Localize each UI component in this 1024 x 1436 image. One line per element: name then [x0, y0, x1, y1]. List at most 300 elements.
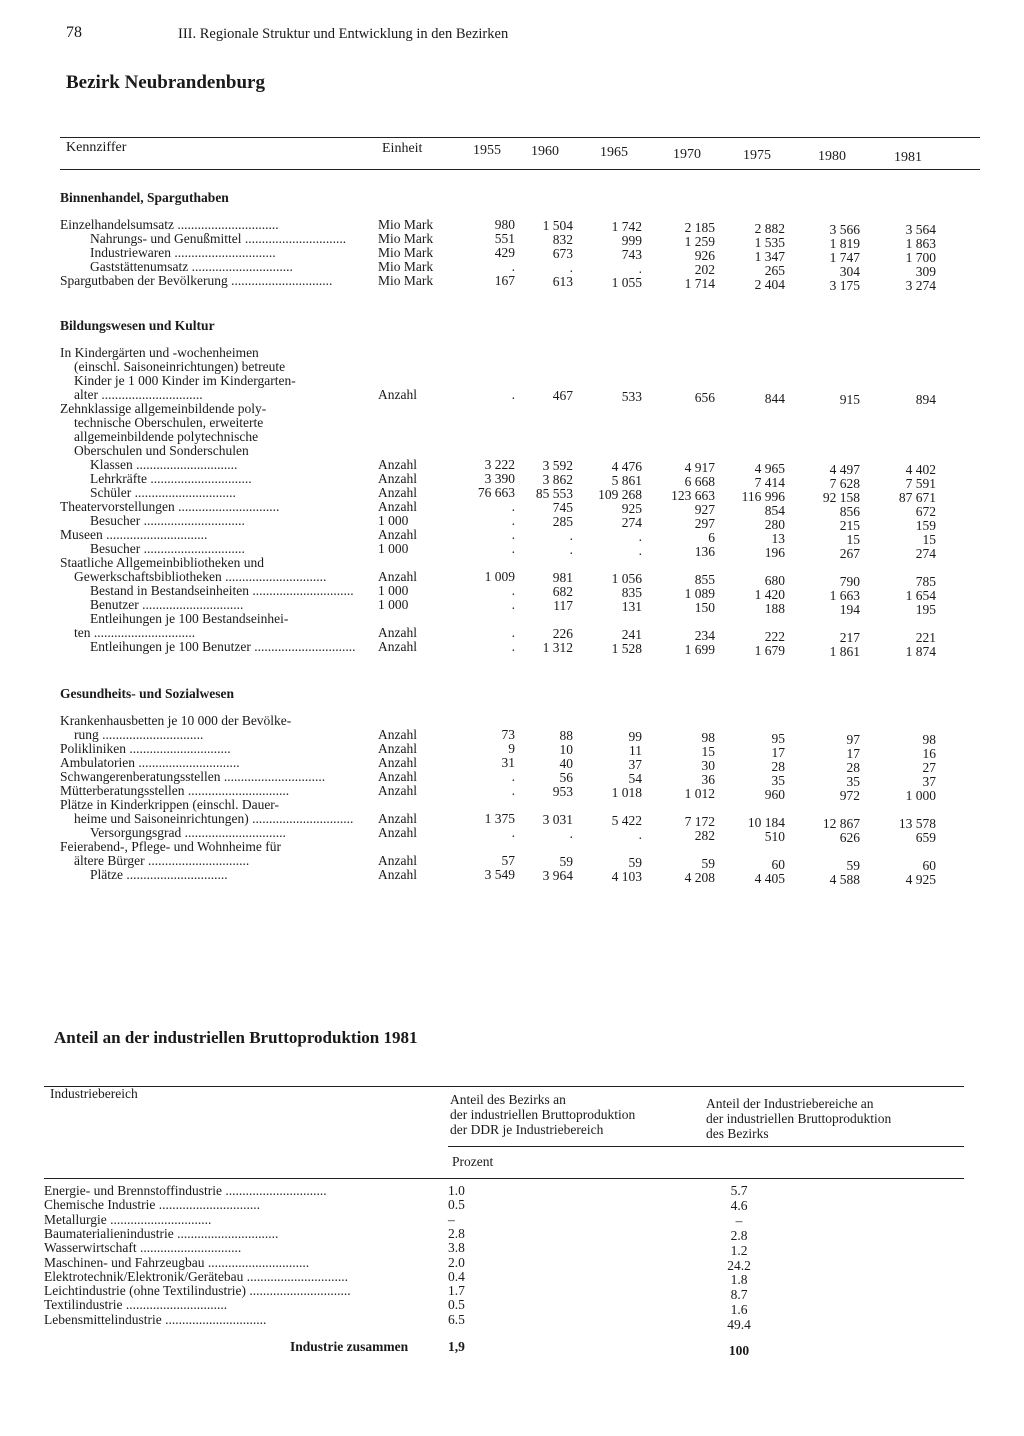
- table-cell: .: [638, 542, 642, 558]
- row-label: ältere Bürger .....: [74, 854, 249, 868]
- table-cell: 98: [701, 729, 715, 745]
- table-row: [60, 727, 980, 748]
- row-label: Besucher .....: [90, 542, 245, 556]
- table-cell: 0.4: [448, 1268, 465, 1284]
- table-cell: 1 700: [905, 250, 936, 266]
- table-cell: 1.2: [730, 1242, 748, 1258]
- table-row: [60, 273, 980, 294]
- col-header-einheit: Einheit: [382, 141, 423, 156]
- table-cell: 1 018: [611, 784, 642, 800]
- table-cell: 234: [694, 627, 715, 643]
- row-label: Energie- und Brennstoffindustrie .....: [44, 1184, 327, 1198]
- table-cell: 429: [494, 245, 515, 260]
- table-cell: 1 699: [684, 641, 715, 657]
- table-row: [60, 402, 980, 416]
- row-unit: Anzahl: [378, 457, 417, 472]
- table-row: [60, 755, 980, 776]
- table-cell: 3 564: [905, 222, 936, 238]
- table-cell: 37: [922, 774, 936, 790]
- table-cell: .: [511, 541, 515, 556]
- row-label: Schwangerenberatungsstellen .....: [60, 770, 325, 784]
- row-label: Lebensmittelindustrie .....: [44, 1313, 266, 1327]
- col-header-line: des Bezirks: [706, 1126, 769, 1141]
- table-cell: 1 504: [542, 217, 573, 233]
- row-label: Schüler .....: [90, 486, 236, 500]
- table-row: [60, 430, 980, 444]
- row-unit: Anzahl: [378, 811, 417, 826]
- table-cell: .: [638, 260, 642, 276]
- table-cell: 1.6: [730, 1302, 748, 1318]
- table-cell: 131: [621, 598, 642, 614]
- table-cell: 926: [694, 247, 715, 263]
- table-cell: 1.0: [448, 1183, 465, 1198]
- table-cell: 7 172: [684, 813, 715, 829]
- table-cell: 35: [771, 772, 785, 788]
- table-cell: 2 404: [754, 276, 785, 292]
- table-row: [60, 569, 980, 590]
- row-unit: Anzahl: [378, 471, 417, 486]
- table-cell: –: [448, 1211, 455, 1227]
- table-cell: 31: [501, 755, 515, 770]
- table-cell: 202: [694, 261, 715, 277]
- row-unit: Anzahl: [378, 783, 417, 798]
- table-cell: 1 089: [684, 585, 715, 601]
- table-cell: .: [569, 527, 573, 543]
- row-unit: Mio Mark: [378, 217, 434, 232]
- table-cell: 195: [915, 602, 936, 618]
- table-cell: 785: [915, 574, 936, 590]
- row-label: Textilindustrie .....: [44, 1298, 227, 1312]
- table-cell: 13: [771, 530, 785, 546]
- table-cell: 1 259: [684, 233, 715, 249]
- table-cell: .: [511, 387, 515, 402]
- table-cell: 3 862: [542, 471, 573, 487]
- table-row: [60, 798, 980, 812]
- table-row: [60, 217, 980, 238]
- col-header-year: 1960: [531, 144, 559, 160]
- table-cell: 980: [494, 217, 515, 232]
- row-unit: 1 000: [378, 583, 409, 598]
- table-cell: 285: [552, 513, 573, 529]
- table-cell: 15: [701, 743, 715, 759]
- table-cell: 4 405: [754, 870, 785, 886]
- table-cell: 304: [839, 263, 860, 279]
- table-cell: 28: [771, 758, 785, 774]
- table-cell: 274: [915, 546, 936, 562]
- table-cell: .: [511, 769, 515, 784]
- table-cell: 1 742: [611, 218, 642, 234]
- table-row: [44, 1283, 964, 1303]
- page-number: 78: [66, 24, 82, 41]
- table-row: [44, 1198, 964, 1212]
- table-cell: 222: [764, 628, 785, 644]
- table-cell: .: [511, 513, 515, 528]
- table-cell: 280: [764, 516, 785, 532]
- table-cell: 15: [846, 531, 860, 547]
- table-cell: .: [511, 527, 515, 542]
- row-label: Wasserwirtschaft .....: [44, 1241, 241, 1255]
- table-cell: 1 420: [754, 586, 785, 602]
- table-cell: 282: [694, 827, 715, 843]
- row-label: Baumaterialienindustrie .....: [44, 1227, 278, 1241]
- col-header-year: 1980: [818, 149, 846, 164]
- row-label: Klassen .....: [90, 458, 237, 472]
- table-cell: 4 497: [829, 461, 860, 477]
- table-cell: 117: [553, 597, 573, 613]
- table-cell: 790: [839, 573, 860, 589]
- table-cell: 1 535: [754, 234, 785, 250]
- table-cell: 3 566: [829, 221, 860, 237]
- table-cell: 832: [552, 231, 573, 247]
- table-cell: 467: [552, 387, 573, 403]
- row-label: technische Oberschulen, erweiterte: [74, 416, 264, 430]
- table-row: [60, 231, 980, 252]
- table-cell: .: [638, 528, 642, 544]
- table-cell: 4.6: [730, 1197, 748, 1213]
- table-cell: 1 012: [684, 785, 715, 801]
- table-cell: 36: [701, 771, 715, 787]
- row-label: Industriewaren .....: [90, 246, 276, 260]
- table-cell: 656: [694, 389, 715, 405]
- row-label: Spargutbaben der Bevölkerung .....: [60, 274, 332, 288]
- row-label: Einzelhandelsumsatz .....: [60, 218, 279, 232]
- table-cell: 167: [494, 273, 515, 288]
- row-label: Feierabend-, Pflege- und Wohnheime für: [60, 840, 281, 854]
- table-cell: 1 009: [484, 569, 515, 584]
- table-cell: 54: [628, 770, 642, 786]
- table-cell: 73: [501, 727, 515, 742]
- table-cell: 3 592: [542, 457, 573, 473]
- table-cell: 672: [915, 504, 936, 520]
- row-unit: 1 000: [378, 513, 409, 528]
- table-cell: 87 671: [898, 490, 936, 506]
- table-row: [60, 867, 980, 888]
- table-cell: 7 414: [754, 474, 785, 490]
- table-cell: 85 553: [535, 485, 573, 501]
- table-cell: 109 268: [598, 486, 642, 502]
- table-cell: 123 663: [671, 487, 715, 503]
- total-value-industrie: 100: [728, 1343, 750, 1358]
- row-label: Oberschulen und Sonderschulen: [74, 444, 249, 458]
- table-row: [60, 360, 980, 374]
- table-cell: 4 402: [905, 462, 936, 478]
- table-cell: 194: [839, 601, 860, 617]
- table-cell: 4 103: [611, 868, 642, 884]
- table-cell: 17: [846, 745, 860, 761]
- table-cell: 659: [915, 830, 936, 846]
- table-cell: 1.8: [730, 1272, 748, 1288]
- table-cell: 3 031: [542, 811, 573, 827]
- table-cell: 16: [922, 746, 936, 762]
- table-cell: 1 654: [905, 588, 936, 604]
- row-label: allgemeinbildende polytechnische: [74, 430, 259, 444]
- table-cell: 6.5: [448, 1311, 465, 1327]
- table-cell: 30: [701, 757, 715, 773]
- table-cell: 844: [764, 390, 785, 406]
- table-cell: 4 208: [684, 869, 715, 885]
- row-label: Entleihungen je 100 Benutzer .....: [90, 640, 355, 654]
- table-row: [60, 499, 980, 520]
- table-cell: 981: [552, 569, 573, 585]
- table-cell: 927: [694, 501, 715, 517]
- col-header-unit: Prozent: [452, 1154, 494, 1169]
- row-label: Krankenhausbetten je 10 000 der Bevölke-: [60, 714, 292, 728]
- row-label: Plätze in Kinderkrippen (einschl. Dauer-: [60, 798, 280, 812]
- table-cell: 1 663: [829, 587, 860, 603]
- table-cell: .: [569, 541, 573, 557]
- table-row: [60, 625, 980, 646]
- table-cell: 8.7: [730, 1287, 748, 1303]
- table-cell: 13 578: [898, 816, 936, 832]
- table-cell: 11: [629, 742, 642, 758]
- table-row: [60, 840, 980, 854]
- table-row: [60, 471, 980, 492]
- col-header-anteil-bezirk: [450, 1092, 635, 1137]
- table-row: [60, 714, 980, 728]
- table-cell: 7 591: [905, 476, 936, 492]
- table-cell: 196: [764, 544, 785, 560]
- total-row: [44, 1339, 964, 1358]
- table-cell: 2.0: [448, 1254, 465, 1270]
- table-row: [60, 527, 980, 548]
- row-unit: Anzahl: [378, 569, 417, 584]
- table-row: [60, 444, 980, 458]
- row-unit: Mio Mark: [378, 273, 434, 288]
- table-row: [44, 1268, 964, 1288]
- row-label: Benutzer .....: [90, 598, 243, 612]
- table-cell: 15: [922, 532, 936, 548]
- table-row: [60, 513, 980, 534]
- table-cell: 59: [628, 854, 642, 870]
- col-header-line: Anteil der Industriebereiche an: [706, 1096, 874, 1111]
- col-header-year: 1975: [743, 147, 771, 163]
- table-cell: 59: [559, 853, 573, 869]
- table-cell: 1 679: [754, 642, 785, 658]
- table-cell: 1 861: [829, 643, 860, 659]
- table-cell: 17: [771, 744, 785, 760]
- table-cell: 98: [922, 732, 936, 748]
- table-row: [44, 1227, 964, 1241]
- table-cell: 835: [621, 584, 642, 600]
- table-cell: 3 175: [829, 277, 860, 293]
- table-cell: 12 867: [822, 815, 860, 831]
- table-cell: 92 158: [822, 489, 860, 505]
- table-cell: 1 347: [754, 248, 785, 264]
- table-cell: 7 628: [829, 475, 860, 491]
- table-row: [60, 825, 980, 846]
- table-cell: 1 819: [829, 235, 860, 251]
- table-row: [60, 811, 980, 832]
- row-unit: Anzahl: [378, 755, 417, 770]
- row-label: rung .....: [74, 728, 203, 742]
- total-value-bezirk: 1,9: [448, 1339, 465, 1354]
- col-header-anteil-industriebereiche: [706, 1096, 891, 1141]
- table-cell: 56: [559, 769, 573, 785]
- table-row: [60, 639, 980, 660]
- row-label: (einschl. Saisoneinrichtungen) betreute: [74, 360, 286, 374]
- col-header-kennziffer: Kennziffer: [66, 140, 127, 155]
- table-cell: –: [735, 1212, 743, 1228]
- table-cell: 59: [846, 857, 860, 873]
- table-cell: 1 000: [905, 788, 936, 804]
- table-cell: 49.4: [727, 1317, 751, 1333]
- table-row: [60, 769, 980, 790]
- row-label: Plätze .....: [90, 868, 228, 882]
- table-cell: 743: [621, 246, 642, 262]
- table-cell: .: [511, 639, 515, 654]
- table-row: [60, 556, 980, 570]
- table-cell: .: [638, 826, 642, 842]
- table-row: [60, 374, 980, 388]
- table-rule: [448, 1146, 964, 1147]
- table-cell: 2 882: [754, 220, 785, 236]
- col-header-year: 1965: [600, 145, 628, 161]
- table-cell: 745: [552, 499, 573, 515]
- table-cell: .: [511, 825, 515, 840]
- table-cell: .: [569, 259, 573, 275]
- row-unit: Anzahl: [378, 639, 417, 654]
- table-cell: 76 663: [477, 485, 515, 500]
- row-label: Zehnklassige allgemeinbildende poly-: [60, 402, 267, 416]
- table-cell: 10 184: [747, 814, 785, 830]
- table-cell: 136: [694, 543, 715, 559]
- table-cell: 3 549: [484, 867, 515, 882]
- table-cell: 267: [839, 545, 860, 561]
- table-cell: 0.5: [448, 1297, 465, 1313]
- table-row: [44, 1213, 964, 1227]
- table-rule: [44, 1178, 964, 1179]
- section-title: Binnenhandel, Sparguthaben: [60, 190, 229, 205]
- table-cell: 854: [764, 502, 785, 518]
- table-cell: 217: [839, 629, 860, 645]
- table-cell: 221: [915, 630, 936, 646]
- table-cell: 1 312: [542, 639, 573, 655]
- table-cell: 510: [764, 828, 785, 844]
- row-label: Maschinen- und Fahrzeugbau .....: [44, 1256, 309, 1270]
- table-cell: 972: [839, 787, 860, 803]
- table-cell: 35: [846, 773, 860, 789]
- table-cell: 3 390: [484, 471, 515, 486]
- table-cell: .: [511, 783, 515, 798]
- table-cell: 953: [552, 783, 573, 799]
- table-row: [44, 1240, 964, 1258]
- table-cell: 855: [694, 571, 715, 587]
- table-cell: 9: [508, 741, 515, 756]
- col-header-line: der industriellen Bruttoproduktion: [706, 1111, 892, 1126]
- row-label: Kinder je 1 000 Kinder im Kindergarten-: [74, 374, 296, 388]
- total-label: Industrie zusammen: [290, 1339, 409, 1354]
- row-label: Theatervorstellungen .....: [60, 500, 279, 514]
- table-cell: .: [511, 625, 515, 640]
- table-cell: 60: [771, 856, 785, 872]
- table-cell: 274: [621, 514, 642, 530]
- table-cell: 226: [552, 625, 573, 641]
- table-cell: 37: [628, 756, 642, 772]
- table-cell: 4 588: [829, 871, 860, 887]
- row-label: Bestand in Bestandseinheiten .....: [90, 584, 354, 598]
- row-unit: 1 000: [378, 541, 409, 556]
- row-unit: Mio Mark: [378, 259, 434, 274]
- table-cell: .: [511, 583, 515, 598]
- table-header-rule: [60, 169, 980, 170]
- row-label: Leichtindustrie (ohne Textilindustrie) .....: [44, 1284, 351, 1298]
- table-cell: 2.8: [448, 1225, 465, 1241]
- table-cell: 159: [915, 518, 936, 534]
- table-cell: 24.2: [727, 1257, 751, 1273]
- table-cell: 4 476: [611, 458, 642, 474]
- col-header-line: der industriellen Bruttoproduktion: [450, 1107, 636, 1122]
- table-cell: 2.8: [730, 1227, 748, 1243]
- table-row: [60, 741, 980, 762]
- row-label: Staatliche Allgemeinbibliotheken und: [60, 556, 264, 570]
- table-cell: 6 668: [684, 473, 715, 489]
- table-cell: 27: [922, 760, 936, 776]
- table-cell: 1 747: [829, 249, 860, 265]
- col-header-industriebereich: Industriebereich: [50, 1086, 138, 1101]
- page-title: Bezirk Neubrandenburg: [66, 72, 265, 93]
- row-label: Elektrotechnik/Elektronik/Gerätebau .....: [44, 1270, 348, 1284]
- row-label: Nahrungs- und Genußmittel .....: [90, 232, 346, 246]
- row-unit: Mio Mark: [378, 245, 434, 260]
- table-cell: 1 874: [905, 644, 936, 660]
- table-cell: 10: [559, 741, 573, 757]
- industry-table-title: Anteil an der industriellen Bruttoproduktion 1981: [54, 1028, 418, 1047]
- table-cell: 6: [708, 529, 715, 545]
- row-unit: Anzahl: [378, 727, 417, 742]
- table-cell: 673: [552, 245, 573, 261]
- table-row: [60, 583, 980, 604]
- row-label: Museen .....: [60, 528, 207, 542]
- table-cell: 40: [559, 755, 573, 771]
- table-cell: 5.7: [730, 1183, 748, 1198]
- table-cell: 188: [764, 600, 785, 616]
- col-header-year: 1981: [894, 150, 922, 166]
- col-header-line: der DDR je Industriebereich: [450, 1122, 604, 1137]
- row-unit: Anzahl: [378, 485, 417, 500]
- row-unit: Anzahl: [378, 853, 417, 868]
- row-unit: Anzahl: [378, 769, 417, 784]
- row-label: Entleihungen je 100 Bestandseinhei-: [90, 612, 289, 626]
- table-cell: .: [569, 825, 573, 841]
- table-row: [44, 1311, 964, 1333]
- row-label: Mütterberatungsstellen .....: [60, 784, 289, 798]
- row-label: alter .....: [74, 388, 203, 402]
- row-unit: Anzahl: [378, 499, 417, 514]
- row-unit: Anzahl: [378, 625, 417, 640]
- table-cell: 1 056: [611, 570, 642, 586]
- row-label: Gaststättenumsatz .....: [90, 260, 293, 274]
- row-label: Metallurgie .....: [44, 1213, 211, 1227]
- table-cell: 3 222: [484, 457, 515, 472]
- table-cell: 533: [621, 388, 642, 404]
- row-unit: Anzahl: [378, 527, 417, 542]
- table-cell: 241: [621, 626, 642, 642]
- table-cell: .: [511, 597, 515, 612]
- row-label: Chemische Industrie .....: [44, 1198, 260, 1212]
- table-cell: 265: [764, 262, 785, 278]
- row-label: In Kindergärten und -wochenheimen: [60, 346, 259, 360]
- table-cell: 95: [771, 730, 785, 746]
- table-cell: .: [511, 499, 515, 514]
- table-top-rule: [60, 137, 980, 138]
- row-label: Gewerkschaftsbibliotheken .....: [74, 570, 326, 584]
- table-cell: 215: [839, 517, 860, 533]
- table-row: [60, 597, 980, 618]
- table-cell: 925: [621, 500, 642, 516]
- table-cell: 116 996: [741, 488, 785, 504]
- row-label: heime und Saisoneinrichtungen) .....: [74, 812, 353, 826]
- table-row: [60, 387, 980, 408]
